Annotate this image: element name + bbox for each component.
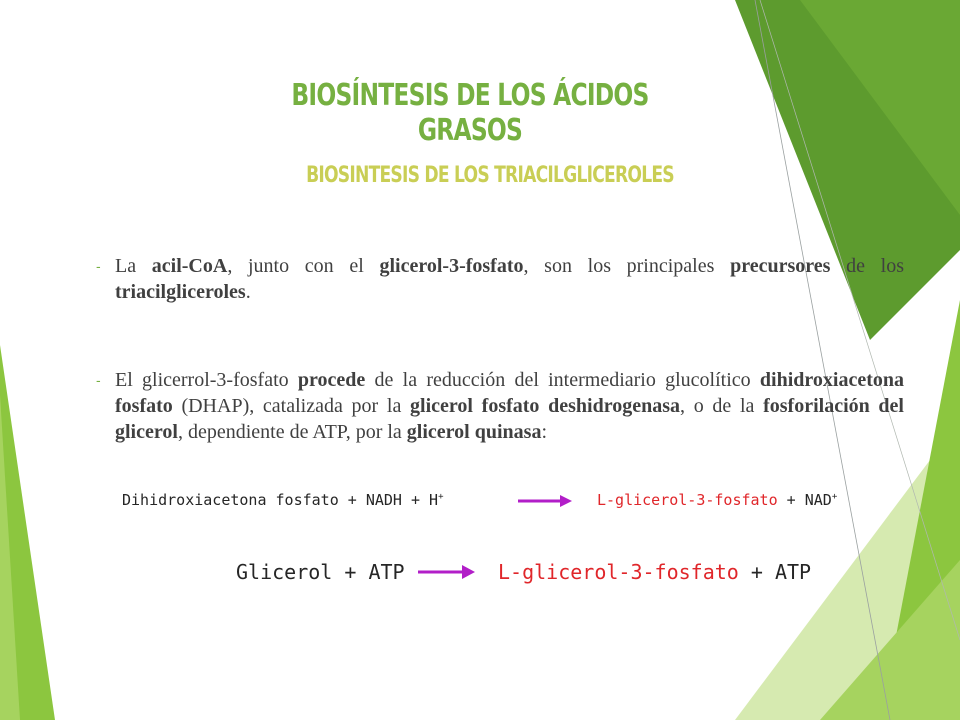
slide-title: BIOSÍNTESIS DE LOS ÁCIDOS GRASOS bbox=[291, 78, 649, 148]
text-run: La bbox=[115, 255, 152, 277]
text-run: El glicerrol-3-fosfato bbox=[115, 369, 298, 391]
superscript: + bbox=[831, 492, 838, 502]
text-run: . bbox=[245, 281, 251, 303]
bold-term: procede bbox=[297, 369, 366, 391]
text-run: de la reducción del intermediario glucolítico bbox=[365, 369, 760, 391]
bold-term: acil-CoA bbox=[151, 255, 228, 277]
equation-text: Dihidroxiacetona fosfato + NADH + H bbox=[122, 491, 439, 509]
bold-term: glicerol-3-fosfato bbox=[379, 255, 524, 277]
text-run: , o de la bbox=[680, 395, 764, 417]
equation-text: + ATP bbox=[738, 560, 812, 584]
equation-2-reactants: Glicerol + ATP bbox=[236, 560, 405, 584]
equation-2-products bbox=[498, 560, 811, 584]
bullet-text bbox=[115, 253, 904, 305]
slide-subtitle: BIOSINTESIS DE LOS TRIACILGLICEROLES bbox=[306, 163, 674, 188]
bullet-text bbox=[115, 367, 904, 445]
equation-text: + NAD bbox=[777, 491, 832, 509]
text-run: (DHAP), catalizada por la bbox=[172, 395, 411, 417]
equation-1-reactants bbox=[122, 491, 444, 509]
bullet-item-precursors bbox=[96, 253, 904, 305]
text-run: , junto con el bbox=[227, 255, 380, 277]
text-run: , son los principales bbox=[523, 255, 731, 277]
text-run: , dependiente de ATP, por la bbox=[177, 421, 407, 443]
bullet-marker: - bbox=[96, 258, 101, 274]
text-run: de los bbox=[830, 255, 905, 277]
reaction-arrow-icon bbox=[516, 491, 576, 511]
bullet-item-glycerol-origin bbox=[96, 367, 904, 445]
text-run: : bbox=[541, 421, 548, 443]
equation-1-products bbox=[597, 491, 837, 509]
bold-term: glicerol quinasa bbox=[406, 421, 542, 443]
bold-term: glicerol fosfato deshidrogenasa bbox=[410, 395, 681, 417]
reaction-arrow-icon bbox=[416, 560, 478, 584]
bold-term: triacilgliceroles bbox=[115, 281, 246, 303]
bold-term: dihidroxiacetona fosfato bbox=[115, 369, 904, 417]
product-name: L-glicerol-3-fosfato bbox=[597, 491, 778, 509]
superscript: + bbox=[438, 492, 444, 502]
bold-term: precursores bbox=[730, 255, 831, 277]
bold-term: fosforilación del glicerol bbox=[115, 395, 904, 443]
bullet-marker: - bbox=[96, 372, 101, 388]
product-name: L-glicerol-3-fosfato bbox=[498, 560, 739, 584]
